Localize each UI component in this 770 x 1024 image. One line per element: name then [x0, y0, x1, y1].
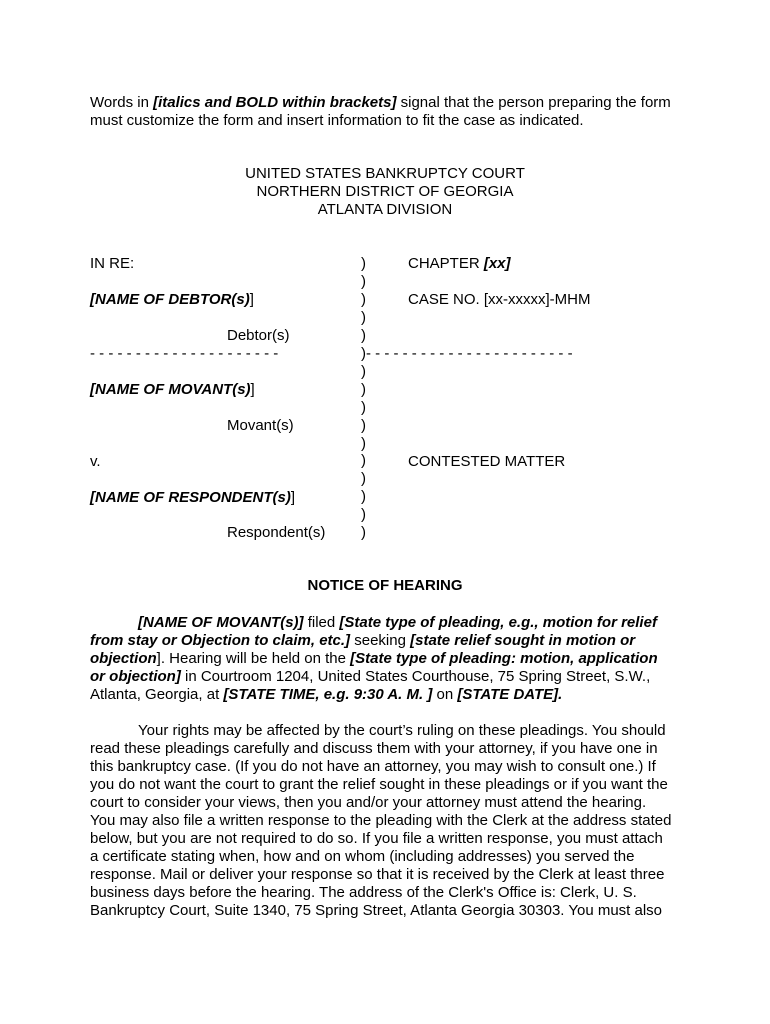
court-name: UNITED STATES BANKRUPTCY COURT	[245, 165, 525, 182]
text-run: on	[432, 686, 458, 703]
text-run: Words in	[90, 94, 154, 111]
text-line	[90, 902, 662, 920]
text-run: business days before the hearing. The address of the Clerk's Office is: Clerk, U. S.	[90, 884, 637, 901]
text-line	[90, 668, 650, 686]
chapter-label: CHAPTER [xx]	[408, 255, 511, 272]
caption-paren: )	[361, 326, 366, 344]
in-re-label: IN RE:	[90, 255, 135, 272]
caption-paren: )	[361, 308, 366, 326]
caption-paren: )	[361, 362, 366, 380]
text-line	[90, 94, 671, 112]
text-run: Bankruptcy Court, Suite 1340, 75 Spring Street, Atlanta Georgia 30303. You must also	[90, 902, 663, 919]
text-line	[138, 722, 666, 740]
contested-matter: CONTESTED MATTER	[408, 453, 566, 470]
caption-paren: )	[361, 255, 366, 272]
caption-divider-right: )- - - - - - - - - - - - - - - - - - - - - - -	[361, 345, 573, 362]
text-run: below, but you are not required to do so. If you file a written response, you must attach	[90, 830, 663, 847]
respondent-label: Respondent(s)	[227, 524, 326, 541]
text-line	[90, 794, 646, 812]
caption-paren: )	[361, 380, 366, 398]
placeholder-text: from stay or Objection to claim, etc.]	[90, 632, 351, 649]
placeholder-text: [italics and BOLD within brackets]	[153, 94, 397, 111]
caption-divider-left: - - - - - - - - - - - - - - - - - - - - -	[90, 345, 279, 362]
text-run: Your rights may be affected by the court’s ruling on these pleadings. You should	[138, 722, 666, 739]
text-run: seeking	[350, 632, 411, 649]
placeholder-text: [State type of pleading, e.g., motion for relief	[339, 614, 657, 631]
notice-title: NOTICE OF HEARING	[307, 577, 463, 594]
court-division: ATLANTA DIVISION	[317, 201, 453, 218]
caption-paren: )	[361, 488, 366, 506]
caption-paren: )	[361, 434, 366, 452]
respondent-name: [NAME OF RESPONDENT(s)]	[90, 489, 296, 506]
court-district: NORTHERN DISTRICT OF GEORGIA	[256, 183, 514, 200]
text-line	[90, 830, 663, 848]
text-run: a certificate stating when, how and on whom (including addresses) you served the	[90, 848, 635, 865]
caption-paren: )	[361, 290, 366, 308]
text-run: court to consider your views, then you and/or your attorney must attend the hearing.	[90, 794, 647, 811]
text-line	[138, 614, 657, 632]
debtor-label: Debtor(s)	[227, 327, 290, 344]
text-line	[90, 866, 664, 884]
movant-label: Movant(s)	[227, 417, 294, 434]
text-line	[90, 812, 671, 830]
placeholder-text: objection	[90, 650, 157, 667]
text-line	[90, 686, 562, 704]
caption-paren: )	[361, 398, 366, 416]
text-run: read these pleadings carefully and discuss them with your attorney, if you have one in	[90, 740, 658, 757]
caption-paren: )	[361, 470, 366, 488]
placeholder-text: or objection]	[90, 668, 181, 685]
caption-paren: )	[361, 524, 366, 542]
debtor-name: [NAME OF DEBTOR(s)]	[90, 291, 254, 308]
caption-paren: )	[361, 506, 366, 524]
caption-paren: )	[361, 452, 366, 470]
text-run: Atlanta, Georgia, at	[90, 686, 224, 703]
text-run: in Courtroom 1204, United States Courthouse, 75 Spring Street, S.W.,	[180, 668, 651, 685]
text-run: ]. Hearing will be held on the	[156, 650, 351, 667]
text-run: filed	[303, 614, 340, 631]
text-line	[90, 112, 584, 130]
placeholder-text: [NAME OF MOVANT(s)]	[138, 614, 304, 631]
text-run: this bankruptcy case. (If you do not have an attorney, you may wish to consult one.) If	[90, 758, 656, 775]
text-line	[90, 758, 656, 776]
text-line	[90, 740, 658, 758]
text-line	[90, 632, 635, 650]
text-line	[90, 848, 634, 866]
text-run: signal that the person preparing the form	[396, 94, 671, 111]
text-run: You may also file a written response to the pleading with the Clerk at the address stated	[90, 812, 672, 829]
text-line	[90, 884, 637, 902]
text-run: must customize the form and insert information to fit the case as indicated.	[90, 112, 584, 129]
placeholder-text: [state relief sought in motion or	[410, 632, 636, 649]
caption-paren: )	[361, 272, 366, 290]
caption-paren: )	[361, 416, 366, 434]
placeholder-text: [State type of pleading: motion, application	[350, 650, 658, 667]
text-run: response. Mail or deliver your response so that it is received by the Clerk at least three	[90, 866, 665, 883]
text-line	[90, 776, 668, 794]
movant-name: [NAME OF MOVANT(s)]	[90, 381, 255, 398]
versus-label: v.	[90, 453, 101, 470]
placeholder-text: [STATE TIME, e.g. 9:30 A. M. ]	[223, 686, 433, 703]
case-number: CASE NO. [xx-xxxxx]-MHM	[408, 291, 591, 308]
text-line	[90, 650, 658, 668]
placeholder-text: [STATE DATE].	[457, 686, 563, 703]
text-run: you do not want the court to grant the relief sought in these pleadings or if you want the	[90, 776, 668, 793]
